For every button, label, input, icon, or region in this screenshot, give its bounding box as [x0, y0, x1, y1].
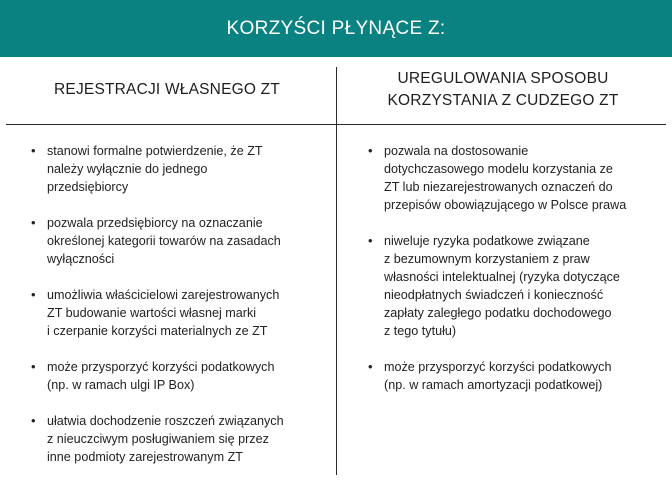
right-benefit-text-line: z bezumownym korzystaniem z praw	[384, 252, 590, 266]
left-benefit-text-line: ułatwia dochodzenie roszczeń związanych	[47, 414, 284, 428]
left-benefit-text-line: i czerpanie korzyści materialnych ze ZT	[47, 324, 268, 338]
bullet-icon: •	[31, 215, 36, 230]
left-heading-line: REJESTRACJI WŁASNEGO ZT	[54, 81, 280, 98]
right-benefit-text-line: z tego tytułu)	[384, 324, 457, 338]
right-benefit-text-line: dotychczasowego modelu korzystania ze	[384, 162, 613, 176]
bullet-icon: •	[31, 359, 36, 374]
left-benefit-text-line: określonej kategorii towarów na zasadach	[47, 234, 281, 248]
bullet-icon: •	[368, 233, 373, 248]
left-benefit-text-line: należy wyłącznie do jednego	[47, 162, 208, 176]
left-column-heading	[14, 79, 320, 101]
right-benefit-item	[367, 232, 667, 340]
left-benefit-text-line: z nieuczciwym posługiwaniem się przez	[47, 432, 269, 446]
bullet-icon: •	[368, 143, 373, 158]
left-benefit-text-line: inne podmioty zarejestrowanym ZT	[47, 450, 243, 464]
left-benefit-item	[30, 358, 325, 394]
page-title: KORZYŚCI PŁYNĄCE Z:	[226, 17, 446, 39]
left-benefit-item	[30, 142, 325, 196]
left-benefit-text-line: (np. w ramach ulgi IP Box)	[47, 378, 195, 392]
left-benefit-item	[30, 412, 325, 466]
right-heading-line: KORZYSTANIA Z CUDZEGO ZT	[387, 92, 619, 109]
right-benefit-text-line: może przysporzyć korzyści podatkowych	[384, 360, 612, 374]
right-benefit-text-line: (np. w ramach amortyzacji podatkowej)	[384, 378, 603, 392]
bullet-icon: •	[368, 359, 373, 374]
bullet-icon: •	[31, 287, 36, 302]
left-benefit-text-line: ZT budowanie wartości własnej marki	[47, 306, 257, 320]
right-benefit-item	[367, 142, 667, 214]
right-benefit-text-line: nieodpłatnych świadczeń i konieczność	[384, 288, 604, 302]
right-benefits-list	[367, 142, 667, 412]
left-benefit-text-line: przedsiębiorcy	[47, 180, 129, 194]
left-benefit-text-line: wyłączności	[47, 252, 115, 266]
left-benefit-text-line: umożliwia właścicielowi zarejestrowanych	[47, 288, 280, 302]
left-benefit-text-line: może przysporzyć korzyści podatkowych	[47, 360, 275, 374]
left-benefit-text-line: pozwala przedsiębiorcy na oznaczanie	[47, 216, 263, 230]
right-benefit-text-line: własności intelektualnej (ryzyka dotyczące	[384, 270, 620, 284]
left-benefit-item	[30, 286, 325, 340]
right-benefit-text-line: przepisów obowiązującego w Polsce prawa	[384, 198, 627, 212]
right-column-heading	[350, 68, 656, 112]
right-heading-line: UREGULOWANIA SPOSOBU	[397, 70, 609, 87]
header-divider	[6, 124, 666, 125]
left-benefits-list	[30, 142, 325, 484]
bullet-icon: •	[31, 413, 36, 428]
left-benefit-text-line: stanowi formalne potwierdzenie, że ZT	[47, 144, 263, 158]
header-banner	[0, 0, 672, 57]
right-benefit-text-line: pozwala na dostosowanie	[384, 144, 529, 158]
left-benefit-item	[30, 214, 325, 268]
right-benefit-text-line: ZT lub niezarejestrowanych oznaczeń do	[384, 180, 613, 194]
bullet-icon: •	[31, 143, 36, 158]
right-benefit-text-line: zapłaty zaległego podatku dochodowego	[384, 306, 612, 320]
right-benefit-text-line: niweluje ryzyka podatkowe związane	[384, 234, 590, 248]
right-benefit-item	[367, 358, 667, 394]
column-divider	[336, 67, 337, 475]
